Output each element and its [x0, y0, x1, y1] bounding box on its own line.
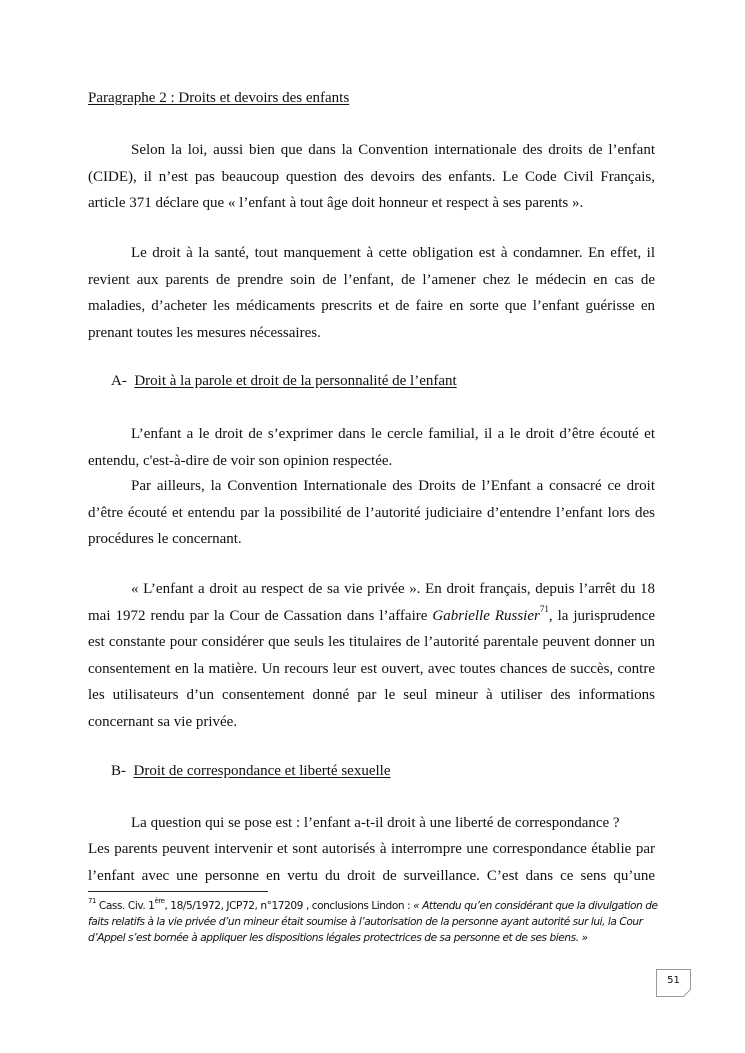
paragraph-text — [88, 576, 655, 736]
paragraph-text: Les parents peuvent intervenir et sont autorisés à interrompre une correspondance établie par l’enfant avec une personne en vertu du droit de surveillance. C’est dans ce sens qu’une — [88, 841, 655, 884]
case-name: Gabrielle Russier — [432, 607, 540, 624]
paragraph-text: Par ailleurs, la Convention Internationale des Droits de l’Enfant a consacré ce droit d’être écouté et entendu par la possibilité de l’autorité judiciaire d’entendre l’enfant lors des procédures le concernant. — [88, 478, 655, 548]
paragraph-text: Selon la loi, aussi bien que dans la Convention internationale des droits de l’enfant (CIDE), il n’est pas beaucoup question des devoirs des enfants. Le Code Civil Français, article 371 déclare que « l’enfant à tout âge doit honneur et respect à ses parents ». — [88, 142, 655, 212]
page-curl-icon — [683, 989, 691, 997]
subsection-a-paragraph-3 — [88, 576, 655, 736]
footnote-reference[interactable]: 71 — [539, 603, 549, 614]
page-number-box — [656, 969, 691, 997]
subsection-b-heading — [111, 761, 390, 781]
subsection-a-paragraph-2 — [88, 473, 655, 553]
subsection-title: Droit de correspondance et liberté sexuelle — [133, 763, 391, 779]
ordinal-suffix: ère — [154, 897, 165, 906]
footnote-quote: « Attendu qu’en considérant que la divulgation de faits relatifs à la vie privée d’un mineur était soumise à l’autorisation de la personne ayant autorité sur lui, la Cour d’Appel s’est bornée à appliquer les dispositions légales protectrices de sa personne et de ses biens. » — [88, 900, 658, 944]
subsection-title: Droit à la parole et droit de la personnalité de l’enfant — [134, 373, 457, 389]
intro-paragraph-2 — [88, 240, 655, 346]
page-number: 51 — [667, 975, 680, 986]
footnote — [88, 898, 658, 946]
subsection-b-paragraph-1 — [88, 810, 655, 837]
text-run: , 18/5/1972, JCP72, n°17209 , conclusions Lindon : — [164, 900, 414, 912]
intro-paragraph-1 — [88, 137, 655, 217]
paragraph-text: Le droit à la santé, tout manquement à cette obligation est à condamner. En effet, il revient aux parents de prendre soin de l’enfant, de l’amener chez le médecin en cas de maladies, d’acheter les médicaments prescrits et de faire en sorte que l’enfant guérisse en prenant toutes les mesures nécessaires. — [88, 245, 655, 341]
text-run: « L’enfant a droit au respect de sa vie privée ». En droit français, depuis l’arrêt du 18 mai 1972 rendu par la Cour de Cassation dans l’affaire — [88, 581, 655, 624]
subsection-a-paragraph-1 — [88, 421, 655, 474]
paragraph-text: L’enfant a le droit de s’exprimer dans le cercle familial, il a le droit d’être écouté et entendu, c'est-à-dire de voir son opinion respectée. — [88, 426, 655, 469]
footnote-number: 71 — [88, 897, 97, 906]
footnote-separator — [88, 891, 268, 892]
paragraph-text: La question qui se pose est : l’enfant a-t-il droit à une liberté de correspondance ? — [131, 815, 620, 831]
subsection-b-paragraph-2 — [88, 836, 655, 889]
subsection-marker: B- — [111, 763, 126, 779]
text-run: Cass. Civ. 1 — [96, 900, 155, 912]
subsection-marker: A- — [111, 373, 127, 389]
text-run: , la jurisprudence est constante pour considérer que seuls les titulaires de l’autorité parentale peuvent donner un consentement en la matière. Un recours leur est ouvert, avec toutes chances de succès, contre les utilisateurs d’un consentement donné par le seul mineur à utiliser des informations concernant sa vie privée. — [88, 607, 656, 730]
section-title: Paragraphe 2 : Droits et devoirs des enfants — [88, 90, 350, 106]
subsection-a-heading — [111, 371, 457, 391]
